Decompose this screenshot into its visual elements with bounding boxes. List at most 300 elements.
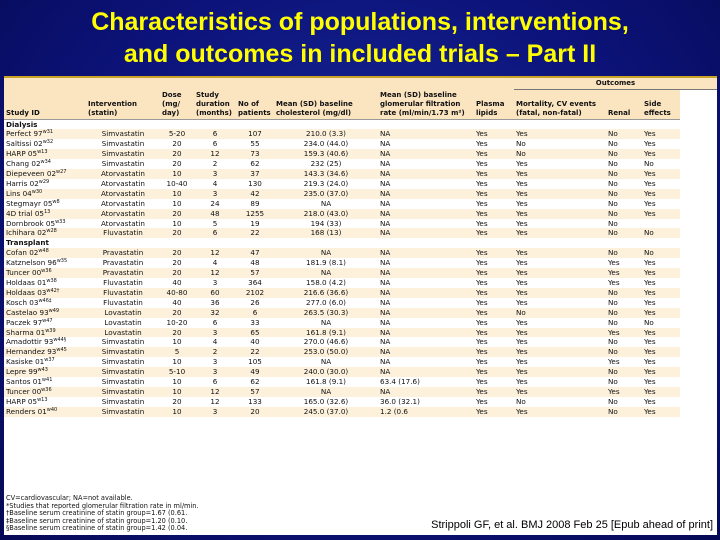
table-cell: 10 [160, 387, 194, 397]
study-name: Lepre 99 [6, 367, 38, 377]
reference-mark: w36 [41, 268, 52, 275]
section-label: Transplant [4, 238, 680, 248]
footnote: §Baseline serum creatinine of statin group=1.42 (0.04. [6, 524, 188, 533]
table-cell: 10 [172, 198, 182, 208]
table-cell: 2 [212, 159, 218, 169]
study-name: Stegmayr 05 [6, 198, 53, 208]
table-cell: 20 [236, 407, 274, 417]
table-cell: Yes [474, 248, 514, 258]
table-cell: 6 [194, 228, 236, 238]
reference-mark: w29 [38, 178, 50, 185]
cell-study-id [4, 228, 86, 238]
table-cell: Yes [606, 268, 642, 278]
table-cell: Yes [516, 337, 528, 347]
cell-study-id [4, 169, 86, 179]
table-cell: NA [378, 169, 474, 179]
table-cell: 10 [160, 169, 194, 179]
cell-study-id [4, 288, 86, 298]
table-row [4, 367, 717, 377]
cell-study-id [4, 159, 86, 169]
table-cell: 5-20 [160, 129, 194, 139]
section-row [4, 238, 717, 248]
reference-mark: w38 [46, 278, 57, 284]
table-cell: 10 [172, 337, 182, 347]
table-cell: 20 [160, 268, 194, 278]
table-cell: 1.2 (0.6 [378, 407, 474, 417]
footnote: *Studies that reported glomerular filtration rate in ml/min. [6, 501, 199, 510]
table-cell: NA [380, 159, 391, 169]
study-name: Lins 04 [6, 188, 32, 198]
table-cell: Yes [476, 357, 488, 367]
table-cell: NA [380, 218, 391, 228]
table-cell: 6 [236, 308, 274, 318]
table-cell: 20 [172, 258, 182, 268]
header-side-effects: Side effects [642, 90, 680, 120]
table-cell: 26 [250, 297, 260, 307]
cell-study-id [4, 328, 86, 338]
table-cell: Yes [516, 278, 528, 287]
study-name: Cofan 02 [6, 248, 39, 258]
table-cell: Atorvastatin [101, 198, 145, 208]
table-cell: 3 [194, 189, 236, 199]
table-cell: Yes [516, 198, 528, 208]
header-lipids: Plasma lipids [474, 90, 514, 120]
table-cell: NA [274, 387, 378, 397]
table-cell: Simvastatin [101, 396, 145, 406]
table-cell: NA [380, 198, 391, 208]
table-cell: Yes [642, 209, 680, 219]
table-cell: NA [378, 189, 474, 199]
reference-mark: w32 [42, 139, 54, 146]
table-cell: Yes [476, 139, 488, 149]
table-row [4, 268, 717, 278]
study-name: Santos 01 [6, 377, 42, 387]
table-cell: Simvastatin [86, 347, 160, 357]
table-cell: No [606, 367, 642, 377]
cell-study-id [4, 179, 86, 189]
table-cell: 168 (13) [274, 228, 378, 238]
cell-study-id [4, 248, 86, 258]
title-line-2: and outcomes in included trials – Part II [123, 40, 597, 68]
table-cell: Yes [644, 258, 656, 268]
section-label: Dialysis [4, 119, 680, 129]
study-name: Harris 02 [6, 178, 39, 188]
table-cell: 240.0 (30.0) [274, 367, 378, 377]
table-cell: 10-40 [166, 178, 188, 188]
reference-mark: w33 [55, 218, 66, 225]
cell-study-id [4, 347, 86, 357]
table-cell: 2 [194, 347, 236, 357]
study-name: Tuncer 00 [6, 268, 42, 278]
table-cell: 218.0 (43.0) [274, 209, 378, 219]
study-name: Kasiske 01 [6, 357, 45, 367]
table-cell: 181.9 (8.1) [306, 258, 346, 268]
table-cell: 105 [248, 357, 262, 367]
table-cell: 143.3 (34.6) [274, 169, 378, 179]
table-cell: Yes [476, 317, 488, 327]
table-cell: Yes [474, 367, 514, 377]
cell-study-id [4, 387, 86, 397]
table-cell: 4 [212, 178, 218, 188]
table-cell: Yes [516, 258, 528, 268]
table-cell: Yes [516, 297, 528, 307]
table-cell: 65 [236, 328, 274, 338]
table-cell: 22 [236, 347, 274, 357]
study-name: Renders 01 [6, 406, 47, 416]
table-cell: 3 [194, 328, 236, 338]
header-patients: No of patients [236, 90, 274, 120]
table-cell: Yes [642, 129, 680, 139]
table-cell: Yes [474, 129, 514, 139]
study-name: 4D trial 05 [6, 208, 44, 218]
table-cell: 4 [212, 258, 218, 268]
cell-study-id [4, 189, 86, 199]
table-cell: Yes [642, 367, 680, 377]
table-cell: Simvastatin [101, 377, 145, 387]
table-row [4, 357, 717, 367]
table-cell: 20 [172, 396, 182, 406]
table-cell: 364 [248, 278, 262, 287]
study-name: HARP 05 [6, 396, 38, 406]
table-cell: Yes [514, 288, 606, 298]
table-cell: Yes [514, 248, 606, 258]
table-cell: 3 [212, 278, 218, 287]
table-cell: Yes [476, 278, 488, 287]
table-cell: Yes [644, 297, 656, 307]
table-cell: No [642, 228, 680, 238]
table-cell: Yes [642, 387, 680, 397]
table-cell: 57 [236, 387, 274, 397]
table-cell: 12 [194, 248, 236, 258]
table-cell: 24 [210, 198, 220, 208]
table-cell: 6 [212, 317, 218, 327]
header-mortality: Mortality, CV events (fatal, non-fatal) [514, 90, 606, 120]
header-study-id: Study ID [4, 90, 86, 120]
cell-study-id [4, 209, 86, 219]
table-cell: Yes [514, 189, 606, 199]
table-cell: No [516, 139, 526, 149]
table-cell: Yes [476, 297, 488, 307]
study-name: Hernandez 93 [6, 347, 57, 357]
table-cell [642, 219, 680, 229]
table-row [4, 179, 717, 189]
table-cell: Yes [476, 178, 488, 188]
header-intervention: Intervention (statin) [86, 90, 160, 120]
table-cell: Yes [644, 198, 656, 208]
study-name: Amadottir 93 [6, 337, 54, 347]
table-cell: Yes [644, 278, 656, 287]
header-cholesterol: Mean (SD) baseline cholesterol (mg/dl) [274, 90, 378, 120]
table-row [4, 129, 717, 139]
table-cell: Yes [516, 377, 528, 387]
reference-mark: w28 [46, 228, 57, 235]
table-cell: 20 [172, 139, 182, 149]
table-cell: 6 [212, 139, 218, 149]
table-cell: Yes [514, 129, 606, 139]
header-renal: Renal [606, 90, 642, 120]
table-cell: Lovastatin [86, 308, 160, 318]
table-cell: Yes [642, 308, 680, 318]
table-cell: 107 [236, 129, 274, 139]
table-row [4, 328, 717, 338]
table-cell: 49 [236, 367, 274, 377]
cell-study-id [4, 308, 86, 318]
table-cell: No [608, 159, 618, 169]
table-cell: 12 [194, 149, 236, 159]
study-name: Paczek 97 [6, 317, 43, 327]
table-cell: 219.3 (24.0) [303, 178, 349, 188]
cell-study-id [4, 139, 86, 149]
table-cell: NA [320, 198, 332, 208]
study-name: Tuncer 00 [6, 386, 42, 396]
table-cell: No [516, 396, 526, 406]
table-cell: 20 [172, 159, 182, 169]
table-cell: 3 [194, 407, 236, 417]
reference-mark: w44§ [53, 337, 67, 344]
header-duration: Study duration (months) [194, 90, 236, 120]
table-cell: 12 [210, 396, 220, 406]
table-cell: NA [378, 367, 474, 377]
table-cell: NA [380, 258, 391, 268]
table-cell: Yes [514, 387, 606, 397]
table-cell: Yes [476, 396, 488, 406]
table-cell: Simvastatin [86, 149, 160, 159]
table-cell: No [606, 228, 642, 238]
reference-mark: w40 [46, 406, 58, 413]
table-cell: No [514, 308, 606, 318]
table-cell: Yes [474, 308, 514, 318]
table-cell: 165.0 (32.6) [303, 396, 349, 406]
reference-mark: w45 [56, 347, 67, 354]
table-cell: Lovastatin [104, 317, 142, 327]
table-cell: Yes [642, 328, 680, 338]
table-cell: No [608, 337, 618, 347]
table-cell: Yes [516, 218, 528, 228]
table-cell: Fluvastatin [103, 278, 143, 287]
table-cell: 3 [212, 357, 218, 367]
table-cell: 235.0 (37.0) [274, 189, 378, 199]
table-cell: 1255 [236, 209, 274, 219]
study-name: Diepeveen 02 [6, 169, 57, 179]
table-cell: Yes [514, 209, 606, 219]
table-cell: NA [378, 288, 474, 298]
slide-title [0, 6, 720, 70]
cell-study-id [4, 357, 86, 367]
table-cell: Yes [608, 278, 620, 287]
table-cell: 10 [172, 377, 182, 387]
table-cell: Atorvastatin [101, 178, 145, 188]
table-cell: Yes [476, 337, 488, 347]
table-cell: NA [380, 278, 391, 287]
table-cell: NA [378, 248, 474, 258]
table-cell: 42 [236, 189, 274, 199]
table-cell: Yes [474, 268, 514, 278]
cell-study-id [4, 298, 86, 308]
table-cell: NA [378, 129, 474, 139]
table-cell: NA [380, 317, 391, 327]
table-cell: Yes [474, 347, 514, 357]
table-cell: Atorvastatin [86, 169, 160, 179]
table-cell: Yes [514, 169, 606, 179]
table-cell: Yes [642, 189, 680, 199]
reference-mark: w46‡ [38, 297, 52, 304]
study-name: HARP 05 [6, 149, 38, 159]
table-cell: No [608, 198, 618, 208]
table-cell: No [606, 308, 642, 318]
table-cell: No [608, 139, 618, 149]
table-cell: 20 [160, 328, 194, 338]
table-cell: 194 (33) [310, 218, 342, 228]
table-cell: 40 [172, 278, 182, 287]
footnote: CV=cardiovascular; NA=not available. [6, 494, 133, 503]
table-cell: 158.0 (4.2) [306, 278, 346, 287]
table-cell: Fluvastatin [103, 297, 143, 307]
table-cell: Yes [514, 268, 606, 278]
table-cell: 5 [160, 347, 194, 357]
table-cell: 20 [160, 209, 194, 219]
reference-mark: w13 [37, 396, 48, 403]
table-cell: Yes [644, 337, 656, 347]
table-cell: 5-10 [160, 367, 194, 377]
table-cell: 10 [172, 218, 182, 228]
table-cell: Pravastatin [102, 258, 144, 268]
table-cell: No [606, 248, 642, 258]
table-cell: 277.0 (6.0) [306, 297, 346, 307]
table-cell: 6 [212, 377, 218, 387]
reference-mark: w27 [56, 169, 67, 176]
reference-mark: w30 [31, 188, 43, 195]
table-cell: NA [380, 337, 391, 347]
table-cell: No [642, 248, 680, 258]
trials-table [4, 78, 717, 417]
table-cell: 89 [250, 198, 260, 208]
table-cell: 270.0 (46.6) [303, 337, 349, 347]
cell-study-id [4, 199, 86, 209]
table-cell: 4 [212, 337, 218, 347]
table-cell: 3 [194, 367, 236, 377]
table-cell: Yes [608, 357, 620, 367]
table-cell: Yes [608, 258, 620, 268]
table-cell: 36.0 (32.1) [380, 396, 420, 406]
table-cell: Yes [474, 407, 514, 417]
table-cell: Yes [476, 258, 488, 268]
table-cell: Atorvastatin [101, 218, 145, 228]
cell-study-id [4, 407, 86, 417]
table-cell: Yes [606, 387, 642, 397]
table-footnotes [6, 495, 199, 533]
table-cell: 47 [236, 248, 274, 258]
table-cell: No [606, 407, 642, 417]
table-cell: Yes [642, 149, 680, 159]
table-row [4, 169, 717, 179]
table-row [4, 337, 717, 347]
table-cell: Fluvastatin [86, 228, 160, 238]
table-cell: 20 [160, 308, 194, 318]
table-cell: 234.0 (44.0) [303, 139, 349, 149]
table-cell: Yes [644, 139, 656, 149]
table-cell: Simvastatin [86, 367, 160, 377]
table-cell: 161.8 (9.1) [306, 377, 346, 387]
table-cell: Yes [514, 367, 606, 377]
study-name: Kosch 03 [6, 297, 39, 307]
table-cell: Yes [644, 377, 656, 387]
reference-mark: w31 [42, 129, 54, 136]
table-cell: Pravastatin [86, 268, 160, 278]
study-name: Dornbrook 05 [6, 218, 56, 228]
table-cell: Yes [474, 228, 514, 238]
table-cell: Yes [644, 357, 656, 367]
reference-mark: w49 [48, 307, 60, 314]
table-cell: 62 [250, 377, 260, 387]
reference-mark: w41 [41, 377, 53, 384]
table-cell: NA [320, 317, 332, 327]
table-cell: 130 [248, 178, 262, 188]
cell-study-id [4, 268, 86, 278]
table-cell: NA [378, 268, 474, 278]
table-cell: Yes [474, 189, 514, 199]
table-cell: Yes [476, 159, 488, 169]
table-cell: Simvastatin [101, 357, 145, 367]
table-cell: NA [378, 149, 474, 159]
table-cell: No [644, 159, 654, 169]
table-cell: NA [378, 308, 474, 318]
table-cell: NA [378, 228, 474, 238]
cell-study-id [4, 149, 86, 159]
reference-mark: w42† [46, 287, 60, 294]
table-cell: 37 [236, 169, 274, 179]
table-cell: 2102 [236, 288, 274, 298]
table-cell: No [608, 317, 618, 327]
table-cell: Simvastatin [101, 159, 145, 169]
table-row [4, 278, 717, 288]
table-cell: NA [274, 248, 378, 258]
table-cell: Yes [474, 149, 514, 159]
table-cell: Yes [644, 396, 656, 406]
table-row [4, 248, 717, 258]
table-cell: 55 [250, 139, 260, 149]
table-cell: Yes [642, 288, 680, 298]
table-row [4, 228, 717, 238]
table-cell: 60 [194, 288, 236, 298]
table-cell: Yes [642, 347, 680, 357]
study-name: Perfect 97 [6, 129, 43, 139]
table-cell: Yes [514, 407, 606, 417]
table-row [4, 308, 717, 318]
table-cell: No [606, 288, 642, 298]
table-cell: Simvastatin [86, 387, 160, 397]
table-cell: Simvastatin [86, 407, 160, 417]
table-cell: 57 [236, 268, 274, 278]
table-cell: NA [378, 347, 474, 357]
table-cell: Yes [642, 407, 680, 417]
table-row [4, 407, 717, 417]
table-cell: 10 [160, 407, 194, 417]
table-row [4, 219, 717, 229]
table-cell: 63.4 (17.6) [380, 377, 420, 387]
table-cell: No [606, 169, 642, 179]
table-cell: Yes [474, 328, 514, 338]
study-name: Saltissi 02 [6, 139, 43, 149]
table-cell: NA [380, 139, 391, 149]
citation: Strippoli GF, et al. BMJ 2008 Feb 25 [Epub ahead of print] [431, 519, 713, 531]
table-cell: 3 [194, 169, 236, 179]
table-row [4, 199, 717, 209]
table-cell: Yes [476, 377, 488, 387]
title-line-1: Characteristics of populations, interventions, [91, 8, 629, 36]
table-cell: 161.8 (9.1) [274, 328, 378, 338]
table-cell: Yes [474, 288, 514, 298]
cell-study-id [4, 258, 86, 268]
